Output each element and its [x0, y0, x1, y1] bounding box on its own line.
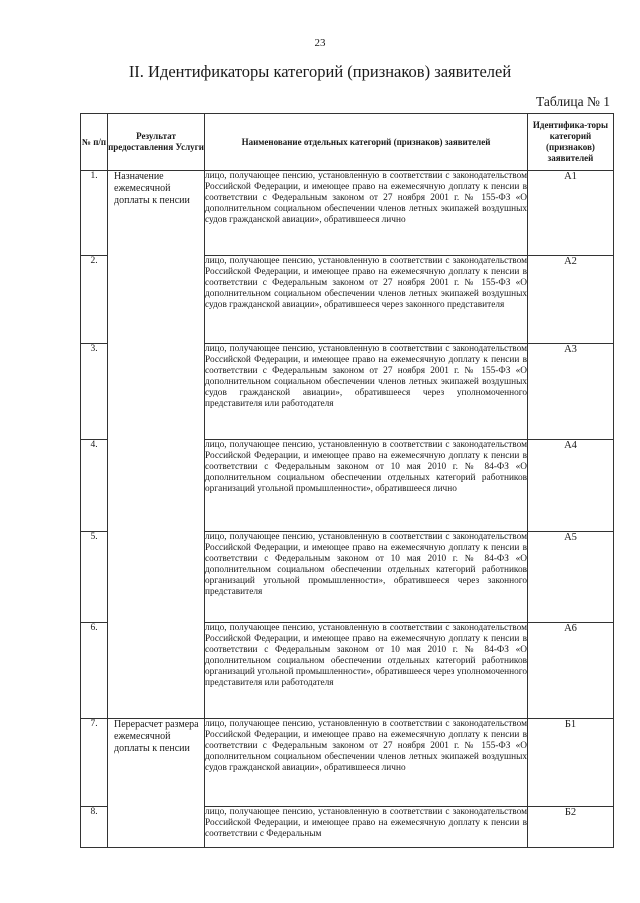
category-identifier: А4 [528, 440, 614, 532]
row-number: 3. [81, 344, 108, 440]
category-description: лицо, получающее пенсию, установленную в соответствии с законодательством Российской Федерации, и имеющее право на ежемесячную доплату к пенсии в соответствии с Федеральным законом от 27 ноября 2001 г. № 155-ФЗ «О дополнительном социальном обеспечении членов летных экипажей воздушных судов гражданской авиации», обратившееся через уполномоченного представителя или работодателя [205, 344, 528, 440]
applicant-categories-table [80, 113, 614, 848]
table-row [81, 171, 614, 256]
category-description: лицо, получающее пенсию, установленную в соответствии с законодательством Российской Федерации, и имеющее право на ежемесячную доплату к пенсии в соответствии с Федеральным законом от 27 ноября 2001 г. № 155-ФЗ «О дополнительном социальном обеспечении членов летных экипажей воздушных судов гражданской авиации», обратившееся лично [205, 171, 528, 256]
row-number: 6. [81, 623, 108, 719]
category-description: лицо, получающее пенсию, установленную в соответствии с законодательством Российской Федерации, и имеющее право на ежемесячную доплату к пенсии в соответствии с Федеральным законом от 10 мая 2010 г. № 84-ФЗ «О дополнительном социальном обеспечении отдельных категорий работников организаций угольной промышленности», обратившееся через уполномоченного представителя или работодателя [205, 623, 528, 719]
service-cell-assign [108, 171, 205, 719]
service-cell-recalc [108, 719, 205, 848]
header-num: № п/п [81, 114, 108, 171]
header-identifier: Идентифика-торы категорий (признаков) заявителей [528, 114, 614, 171]
table-header-row [81, 114, 614, 171]
service-label: Перерасчет размера ежемесячной доплаты к пенсии [114, 719, 199, 754]
category-identifier: Б2 [528, 807, 614, 848]
category-description: лицо, получающее пенсию, установленную в соответствии с законодательством Российской Федерации, и имеющее право на ежемесячную доплату к пенсии в соответствии с Федеральным законом от 27 ноября 2001 г. № 155-ФЗ «О дополнительном социальном обеспечении членов летных экипажей воздушных судов гражданской авиации», обратившееся через законного представителя [205, 256, 528, 344]
header-service: Результат предоставления Услуги [108, 114, 205, 171]
header-category-name: Наименование отдельных категорий (признаков) заявителей [205, 114, 528, 171]
category-identifier: А6 [528, 623, 614, 719]
page-number: 23 [314, 37, 326, 49]
row-number: 7. [81, 719, 108, 807]
section-title: II. Идентификаторы категорий (признаков) заявителей [128, 62, 512, 81]
row-number: 5. [81, 532, 108, 623]
category-identifier: А3 [528, 344, 614, 440]
category-description: лицо, получающее пенсию, установленную в соответствии с законодательством Российской Федерации, и имеющее право на ежемесячную доплату к пенсии в соответствии с Федеральным законом от 27 ноября 2001 г. № 155-ФЗ «О дополнительном социальном обеспечении членов летных экипажей воздушных судов гражданской авиации», обратившееся лично [205, 719, 528, 807]
category-identifier: А5 [528, 532, 614, 623]
category-identifier: А2 [528, 256, 614, 344]
table-row [81, 719, 614, 807]
table-caption: Таблица № 1 [536, 94, 610, 109]
category-identifier: Б1 [528, 719, 614, 807]
row-number: 1. [81, 171, 108, 256]
category-description: лицо, получающее пенсию, установленную в соответствии с законодательством Российской Федерации, и имеющее право на ежемесячную доплату к пенсии в соответствии с Федеральным законом от 10 мая 2010 г. № 84-ФЗ «О дополнительном социальном обеспечении отдельных категорий работников организаций угольной промышленности», обратившееся лично [205, 440, 528, 532]
row-number: 4. [81, 440, 108, 532]
service-label: Назначение ежемесячной доплаты к пенсии [114, 171, 190, 206]
row-number: 2. [81, 256, 108, 344]
category-identifier: А1 [528, 171, 614, 256]
category-description: лицо, получающее пенсию, установленную в соответствии с законодательством Российской Федерации, и имеющее право на ежемесячную доплату к пенсии в соответствии с Федеральным законом от 10 мая 2010 г. № 84-ФЗ «О дополнительном социальном обеспечении отдельных категорий работников организаций угольной промышленности», обратившееся через законного представителя [205, 532, 528, 623]
category-description: лицо, получающее пенсию, установленную в соответствии с законодательством Российской Федерации, и имеющее право на ежемесячную доплату к пенсии в соответствии с Федеральным [205, 807, 528, 848]
row-number: 8. [81, 807, 108, 848]
